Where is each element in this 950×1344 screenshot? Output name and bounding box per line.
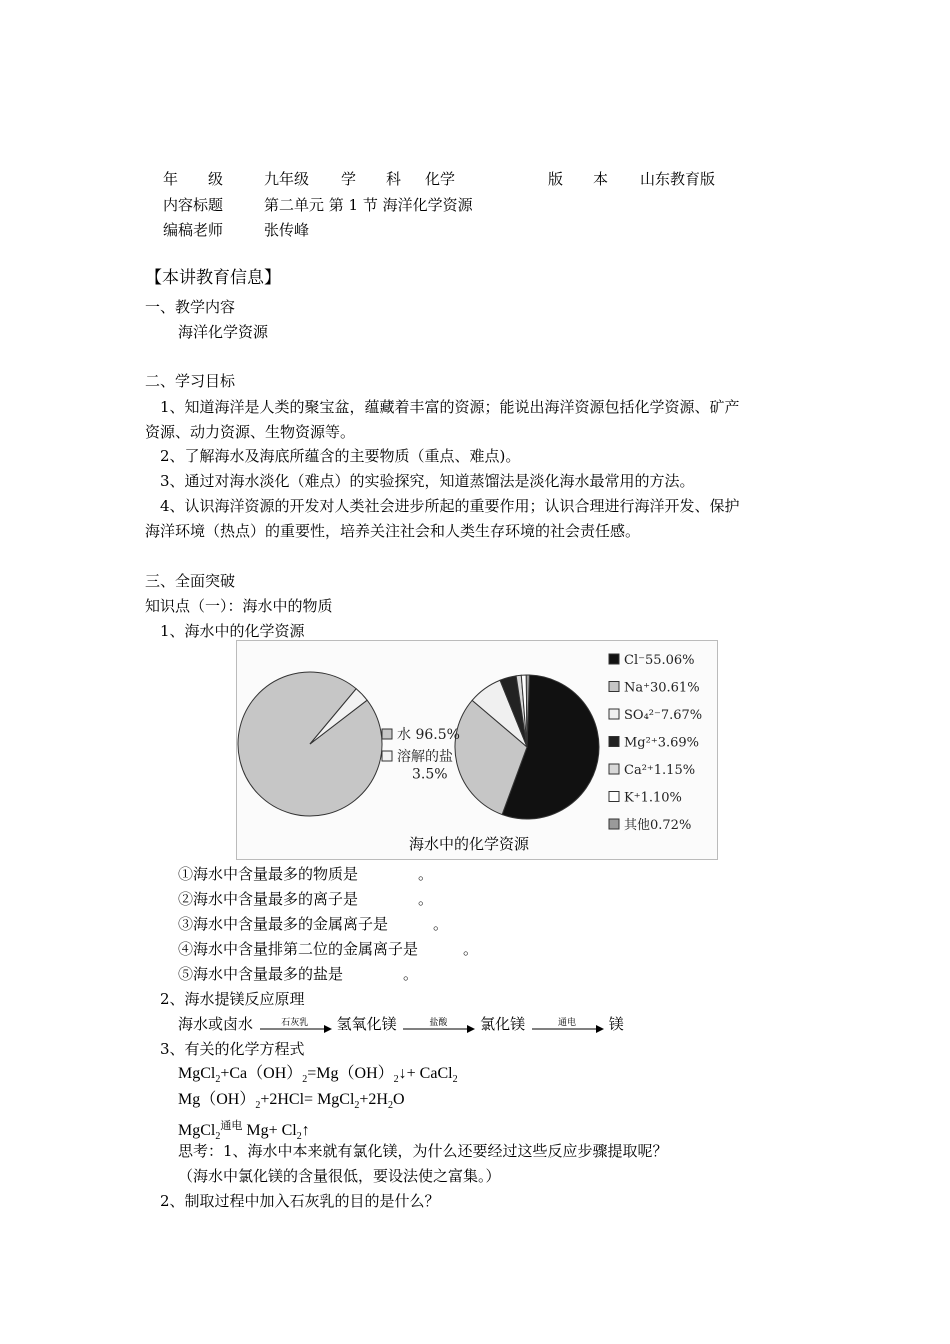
eq3-sub: 2: [215, 1131, 221, 1142]
topic-value: 第二单元 第 1 节 海洋化学资源: [264, 196, 473, 214]
eq2-sub: 2: [255, 1100, 261, 1111]
legend-swatch-4: [609, 764, 619, 774]
eq2-sub: 2: [354, 1100, 360, 1111]
eq1-sub: 2: [452, 1074, 458, 1085]
eq2-part: O: [392, 1091, 405, 1108]
question-3: ③海水中含量最多的金属离子是 。: [178, 915, 449, 933]
s1-body: 海洋化学资源: [178, 323, 269, 341]
flow-arrow-1: [258, 1015, 332, 1035]
equation-1: [178, 1064, 458, 1090]
pie-charts: [237, 641, 717, 859]
eq3-sub: 2: [296, 1131, 302, 1142]
sub-heading-3: 3、有关的化学方程式: [160, 1040, 305, 1058]
equation-2: [178, 1090, 405, 1116]
legend-label-1: Na⁺30.61%: [624, 680, 700, 696]
question-4: ④海水中含量排第二位的金属离子是 。: [178, 940, 479, 958]
s2-item-1: 1、知道海洋是人类的聚宝盆，蕴藏着丰富的资源；能说出海洋资源包括化学资源、矿产: [160, 398, 740, 416]
chart-figure: [236, 640, 718, 860]
flow-arrow-2-label: 盐酸: [429, 1018, 448, 1028]
legend-ions: [609, 653, 702, 833]
legend-swatch-1: [382, 751, 392, 761]
eq1-sub: 2: [393, 1074, 399, 1085]
subject-value: 化学: [425, 170, 456, 188]
s3-title: 三、全面突破: [145, 572, 236, 590]
knowledge-point: 知识点（一）：海水中的物质: [145, 597, 333, 615]
eq1-part: =Mg（OH）: [307, 1065, 394, 1082]
flow-mg-chloride: 氯化镁: [480, 1015, 526, 1033]
sub-heading-1: 1、海水中的化学资源: [160, 622, 305, 640]
topic-label: 内容标题: [163, 196, 224, 214]
flow-seawater: 海水或卤水: [178, 1015, 254, 1033]
eq1-part: ↓+ CaCl: [398, 1065, 453, 1082]
eq3-condition: 通电: [220, 1120, 243, 1132]
s2-item-1-cont: 资源、动力资源、生物资源等。: [145, 423, 356, 441]
question-1: ①海水中含量最多的物质是 。: [178, 865, 434, 883]
edition-value: 山东教育版: [640, 170, 716, 188]
flow-mg-hydroxide: 氢氧化镁: [336, 1015, 397, 1033]
eq3-part: MgCl: [178, 1122, 216, 1139]
legend-label-5: K⁺1.10%: [624, 790, 682, 806]
s2-item-4: 4、认识海洋资源的开发对人类社会进步所起的重要作用；认识合理进行海洋开发、保护: [160, 497, 740, 515]
legend-label-2: SO₄²⁻7.67%: [624, 708, 703, 723]
eq1-part: MgCl: [178, 1065, 216, 1082]
legend-swatch-6: [609, 819, 619, 829]
legend-swatch-2: [609, 709, 619, 719]
eq3-part: Mg+ Cl: [242, 1122, 297, 1139]
legend-swatch-0: [382, 729, 392, 739]
flow-mg: 镁: [608, 1015, 624, 1033]
eq2-part: +2H: [359, 1091, 388, 1108]
eq2-part: Mg（OH）: [178, 1091, 256, 1108]
legend-label-1: 溶解的盐: [397, 749, 453, 765]
legend-label-1-line2: 3.5%: [412, 766, 448, 783]
eq2-part: +2HCl= MgCl: [260, 1091, 355, 1108]
question-5: ⑤海水中含量最多的盐是 。: [178, 965, 419, 983]
eq2-sub: 2: [387, 1100, 393, 1111]
legend-swatch-0: [609, 654, 619, 664]
legend-label-6: 其他0.72%: [624, 818, 692, 833]
grade-label: 年 级: [163, 170, 224, 188]
legend-swatch-1: [609, 682, 619, 692]
legend-label-0: 水 96.5%: [397, 727, 460, 743]
s2-item-4-cont: 海洋环境（热点）的重要性，培养关注社会和人类生存环境的社会责任感。: [145, 522, 641, 540]
eq3-part: ↑: [301, 1122, 310, 1139]
chart-title: 海水中的化学资源: [408, 835, 530, 853]
think-answer-1: （海水中氯化镁的含量很低，要设法使之富集。）: [178, 1167, 501, 1185]
flow-arrow-3-label: 通电: [557, 1018, 576, 1028]
question-2: ②海水中含量最多的离子是 。: [178, 890, 434, 908]
arrow-right-icon: [530, 1025, 604, 1033]
arrow-right-icon: [258, 1025, 332, 1033]
think-question-2: 2、制取过程中加入石灰乳的目的是什么？: [160, 1192, 440, 1210]
eq1-sub: 2: [302, 1074, 308, 1085]
eq1-part: +Ca（OH）: [220, 1065, 303, 1082]
pie-water-vs-salt: [238, 672, 382, 816]
think-question-1: 思考：1、海水中本来就有氯化镁，为什么还要经过这些反应步骤提取呢？: [178, 1142, 668, 1160]
grade-value: 九年级: [264, 170, 310, 188]
flow-arrow-2: [401, 1015, 475, 1035]
s2-title: 二、学习目标: [145, 372, 236, 390]
legend-swatch-3: [609, 737, 619, 747]
legend-swatch-5: [609, 792, 619, 802]
edition-label: 版 本: [548, 170, 609, 188]
section-banner: 【本讲教育信息】: [145, 268, 281, 288]
mg-flow: [178, 1014, 624, 1035]
legend-label-4: Ca²⁺1.15%: [624, 763, 696, 778]
legend-water-salt: [382, 726, 460, 783]
subject-label: 学 科: [341, 170, 402, 188]
eq1-sub: 2: [215, 1074, 221, 1085]
s2-item-3: 3、通过对海水淡化（难点）的实验探究，知道蒸馏法是淡化海水最常用的方法。: [160, 472, 695, 490]
sub-heading-2: 2、海水提镁反应原理: [160, 990, 305, 1008]
arrow-right-icon: [401, 1025, 475, 1033]
flow-arrow-3: [530, 1015, 604, 1035]
legend-label-0: Cl⁻55.06%: [624, 653, 695, 668]
editor-value: 张传峰: [264, 221, 310, 239]
pie-ions: [455, 675, 599, 819]
flow-arrow-1-label: 石灰乳: [281, 1018, 309, 1028]
legend-label-3: Mg²⁺3.69%: [624, 735, 700, 751]
editor-label: 编稿老师: [163, 221, 224, 239]
s2-item-2: 2、了解海水及海底所蕴含的主要物质（重点、难点)。: [160, 447, 521, 465]
s1-title: 一、教学内容: [145, 298, 236, 316]
